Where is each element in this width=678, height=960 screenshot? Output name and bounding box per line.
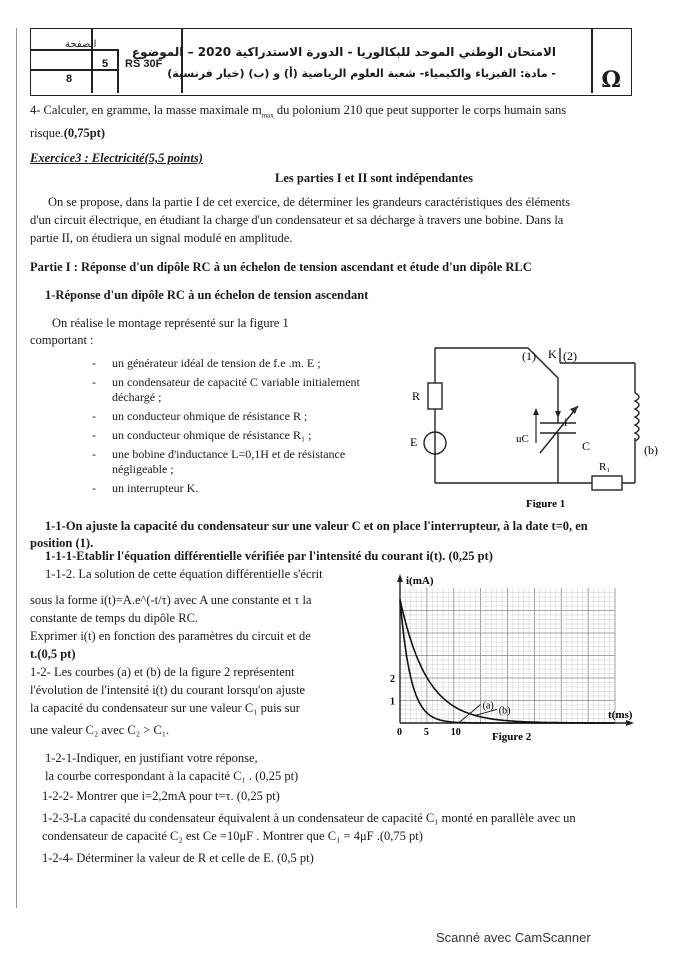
margin-line xyxy=(16,28,17,908)
question-4-text-cont: du polonium 210 que peut supporter le corps humain sans xyxy=(273,103,567,117)
intro-line-1: On se propose, dans la partie I de cet exercice, de déterminer les grandeurs caractéristiques des éléments xyxy=(48,195,570,209)
component-list xyxy=(82,356,372,500)
chart-y-label: i(mA) xyxy=(406,575,434,587)
question-1-1-2-b: sous la forme i(t)=A.e^(-t/τ) avec A une constante et τ la xyxy=(30,593,312,607)
montage-text-2: comportant : xyxy=(30,333,94,347)
question-1-2-4: 1-2-4- Déterminer la valeur de R et celle de E. (0,5 pt) xyxy=(42,851,314,865)
figure-1-caption: Figure 1 xyxy=(526,498,566,508)
exam-subject: - مادة: الفيزياء والكيمياء- شعبة العلوم الرياضية (أ) و (ب) (خيار فرنسية) xyxy=(167,67,556,80)
montage-text-1: On réalise le montage représenté sur la figure 1 xyxy=(52,316,289,330)
label-c: C xyxy=(582,439,591,453)
question-4-subscript: max xyxy=(261,111,274,120)
component-generator: - un générateur idéal de tension de f.e .m. E ; xyxy=(82,356,372,371)
question-1-2-c: la capacité du condensateur sur une valeur C₁ puis sur xyxy=(30,701,300,715)
question-1-1-2-e: t.(0,5 pt) xyxy=(30,647,76,661)
question-1-2-a: 1-2- Les courbes (a) et (b) de la figure 2 représentent xyxy=(30,665,295,679)
figure-1-circuit xyxy=(400,318,660,508)
question-1-2-1-a: 1-2-1-Indiquer, en justifiant votre réponse, xyxy=(45,751,258,765)
question-1-1 xyxy=(30,518,655,552)
x-tick-label: 10 xyxy=(450,727,461,738)
label-uc: uC xyxy=(516,433,529,445)
exam-page xyxy=(30,28,658,933)
question-4-points: (0,75pt) xyxy=(63,125,106,140)
independence-note: Les parties I et II sont indépendantes xyxy=(275,171,473,185)
x-tick-label: 0 xyxy=(397,727,402,738)
label-position-2: (2) xyxy=(563,349,577,363)
label-r: R xyxy=(412,389,421,403)
exam-header xyxy=(30,28,632,96)
page-total: 8 xyxy=(66,73,73,85)
label-r1: R₁ xyxy=(599,461,611,473)
question-1-1-1 xyxy=(45,548,493,565)
y-tick-label: 1 xyxy=(390,696,395,708)
resistor-r-shape xyxy=(428,383,442,409)
figure-2-chart xyxy=(380,568,640,743)
variable-arrow-head xyxy=(570,406,578,414)
question-1-1-2-a: 1-1-2. La solution de cette équation différentielle s'écrit xyxy=(45,567,323,581)
page-number: 5 xyxy=(102,58,109,70)
question-1-1-text: 1-1-On ajuste la capacité du condensateur sur une valeur C et on place l'interrupteur, à la date t=0, en xyxy=(45,519,588,533)
intro-line-3: partie II, on étudiera un signal modulé en amplitude. xyxy=(30,231,293,245)
intro-line-2: d'un circuit électrique, en étudiant la charge d'un condensateur et sa décharge à travers une bobine. Dans la xyxy=(30,213,564,227)
question-1-1-2-d: Exprimer i(t) en fonction des paramètres du circuit et de xyxy=(30,629,311,643)
chart-axes xyxy=(400,578,630,723)
question-1-2-3-b: condensateur de capacité C₂ est Ce =10μF . Montrer que C₁ = 4μF .(0,75 pt) xyxy=(42,829,423,843)
question-1-2-d: une valeur C₂ avec C₂ > C₁. xyxy=(30,723,170,737)
question-4-text-end: risque. xyxy=(30,125,64,140)
x-tick-label: 5 xyxy=(423,727,429,738)
scanner-footer: Scanné avec CamScanner xyxy=(436,930,591,945)
exam-title: الامتحان الوطني الموحد للبكالوريا - الدورة الاستدراكية 2020 – الموضوع xyxy=(131,45,556,59)
question-4 xyxy=(30,102,650,142)
component-capacitor: - un condensateur de capacité C variable initialement déchargé ; xyxy=(82,375,372,405)
exam-code: RS 30F xyxy=(125,58,163,70)
series-label-a: (a) xyxy=(482,700,494,712)
exam-logo: Ω xyxy=(601,67,621,93)
exercise-title: Exercice3 : Electricité(5,5 points) xyxy=(30,151,203,165)
part-1-subtitle: 1-Réponse d'un dipôle RC à un échelon de tension ascendant xyxy=(45,288,369,302)
chart-x-label: t(ms) xyxy=(608,709,633,721)
question-1-2-1-b: la courbe correspondant à la capacité C₁ . (0,25 pt) xyxy=(45,769,299,783)
question-1-2-3-a: 1-2-3-La capacité du condensateur équivalent à un condensateur de capacité C₁ monté en parallèle avec un xyxy=(42,811,576,825)
question-1-1-1-points: (0,25 pt) xyxy=(448,549,493,563)
question-1-2-b: l'évolution de l'intensité i(t) du courant lorsqu'on ajuste xyxy=(30,683,306,697)
label-position-1: (1) xyxy=(522,349,536,363)
label-coil-b: (b) xyxy=(644,443,658,457)
label-switch-k: K xyxy=(548,347,557,361)
component-coil: - une bobine d'inductance L=0,1H et de résistance négligeable ; xyxy=(82,447,372,477)
component-switch: - un interrupteur K. xyxy=(82,481,372,496)
label-e: E xyxy=(410,435,418,449)
component-resistor-r: - un conducteur ohmique de résistance R ; xyxy=(82,409,372,424)
component-resistor-r1: - un conducteur ohmique de résistance R₁ ; xyxy=(82,428,372,443)
resistor-r1-shape xyxy=(592,476,622,490)
label-i: i xyxy=(564,415,568,429)
y-tick-label: 2 xyxy=(390,674,395,685)
question-1-1-1-text: 1-1-1-Etablir l'équation différentielle vérifiée par l'intensité du courant i(t). xyxy=(45,549,446,563)
question-1-1-2-c: constante de temps du dipôle RC. xyxy=(30,611,199,625)
page-label: الصفحة xyxy=(65,39,97,50)
part-1-title: Partie I : Réponse d'un dipôle RC à un échelon de tension ascendant et étude d'un dipôle RLC xyxy=(30,260,532,274)
chart-grid xyxy=(400,588,615,723)
chart-title: Figure 2 xyxy=(492,731,532,743)
question-1-1-text-cont: position (1). xyxy=(30,536,94,550)
question-4-text: 4- Calculer, en gramme, la masse maximale m xyxy=(30,103,262,117)
series-label-b: (b) xyxy=(498,705,511,717)
question-1-2-2: 1-2-2- Montrer que i=2,2mA pour t=τ. (0,25 pt) xyxy=(42,789,280,803)
